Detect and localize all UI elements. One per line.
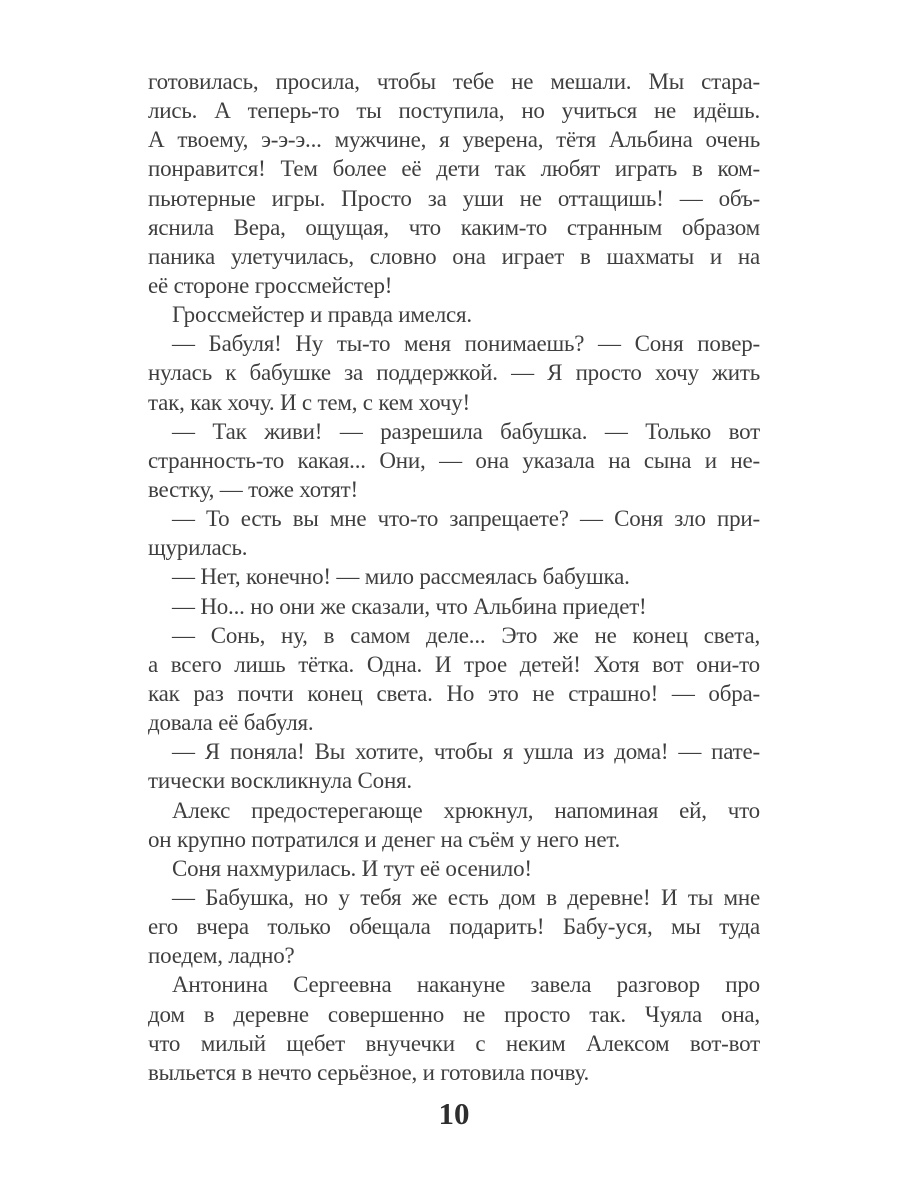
text-line: — Нет, конечно! — мило рассмеялась бабушка. [172, 564, 630, 590]
text-line: — Так живи! — разрешила бабушка. — Только вот [172, 418, 760, 444]
text-line: странность-то какая... Они, — она указала на сына и не- [148, 447, 760, 473]
text-line: — Бабуля! Ну ты-то меня понимаешь? — Соня повер- [172, 331, 760, 357]
text-line: что милый щебет внучечки с неким Алексом вот-вот [148, 1030, 760, 1056]
text-line: её стороне гроссмейстер! [148, 272, 393, 298]
text-line: — Сонь, ну, в самом деле... Это же не конец света, [172, 622, 760, 648]
text-line: А твоему, э-э-э... мужчине, я уверена, тётя Альбина очень [148, 127, 760, 153]
text-line: — Я поняла! Вы хотите, чтобы я ушла из дома! — пате- [172, 739, 760, 765]
text-line: он крупно потратился и денег на съём у него нет. [148, 826, 621, 852]
text-line: нулась к бабушке за поддержкой. — Я просто хочу жить [148, 360, 760, 386]
text-line: — Но... но они же сказали, что Альбина приедет! [172, 593, 647, 619]
text-line: поедем, ладно? [148, 943, 295, 969]
text-block [148, 67, 760, 1087]
text-line: — То есть вы мне что-то запрещаете? — Соня зло при- [172, 506, 760, 532]
text-line: довала её бабуля. [148, 710, 314, 736]
text-line: его вчера только обещала подарить! Бабу-уся, мы туда [148, 914, 760, 940]
text-line: готовилась, просила, чтобы тебе не мешали. Мы стара- [148, 69, 760, 94]
text-line: — Бабушка, но у тебя же есть дом в деревне! И ты мне [172, 884, 760, 910]
text-line: выльется в нечто серьёзное, и готовила почву. [148, 1059, 590, 1085]
text-line: Антонина Сергеевна накануне завела разговор про [172, 972, 760, 998]
text-line: Соня нахмурилась. И тут её осенило! [172, 855, 532, 881]
text-line: как раз почти конец света. Но это не страшно! — обра- [148, 680, 760, 706]
text-line: тически воскликнула Соня. [148, 768, 412, 794]
text-line: пьютерные игры. Просто за уши не оттащишь! — объ- [148, 185, 760, 211]
text-line: а всего лишь тётка. Одна. И трое детей! Хотя вот они-то [148, 651, 760, 677]
text-line: яснила Вера, ощущая, что каким-то странным образом [148, 214, 760, 240]
text-line: дом в деревне совершенно не просто так. Чуяла она, [148, 1001, 760, 1027]
text-line: паника улетучилась, словно она играет в шахматы и на [148, 243, 760, 269]
page-number: 10 [438, 1096, 470, 1131]
text-line: Гроссмейстер и правда имелся. [172, 302, 472, 328]
text-line: Алекс предостерегающе хрюкнул, напоминая ей, что [172, 797, 760, 823]
text-line: понравится! Тем более её дети так любят играть в ком- [148, 156, 760, 182]
text-line: вестку, — тоже хотят! [148, 476, 358, 502]
text-line: так, как хочу. И с тем, с кем хочу! [148, 389, 470, 415]
text-line: лись. А теперь-то ты поступила, но учиться не идёшь. [148, 98, 760, 124]
text-line: щурилась. [148, 535, 248, 561]
